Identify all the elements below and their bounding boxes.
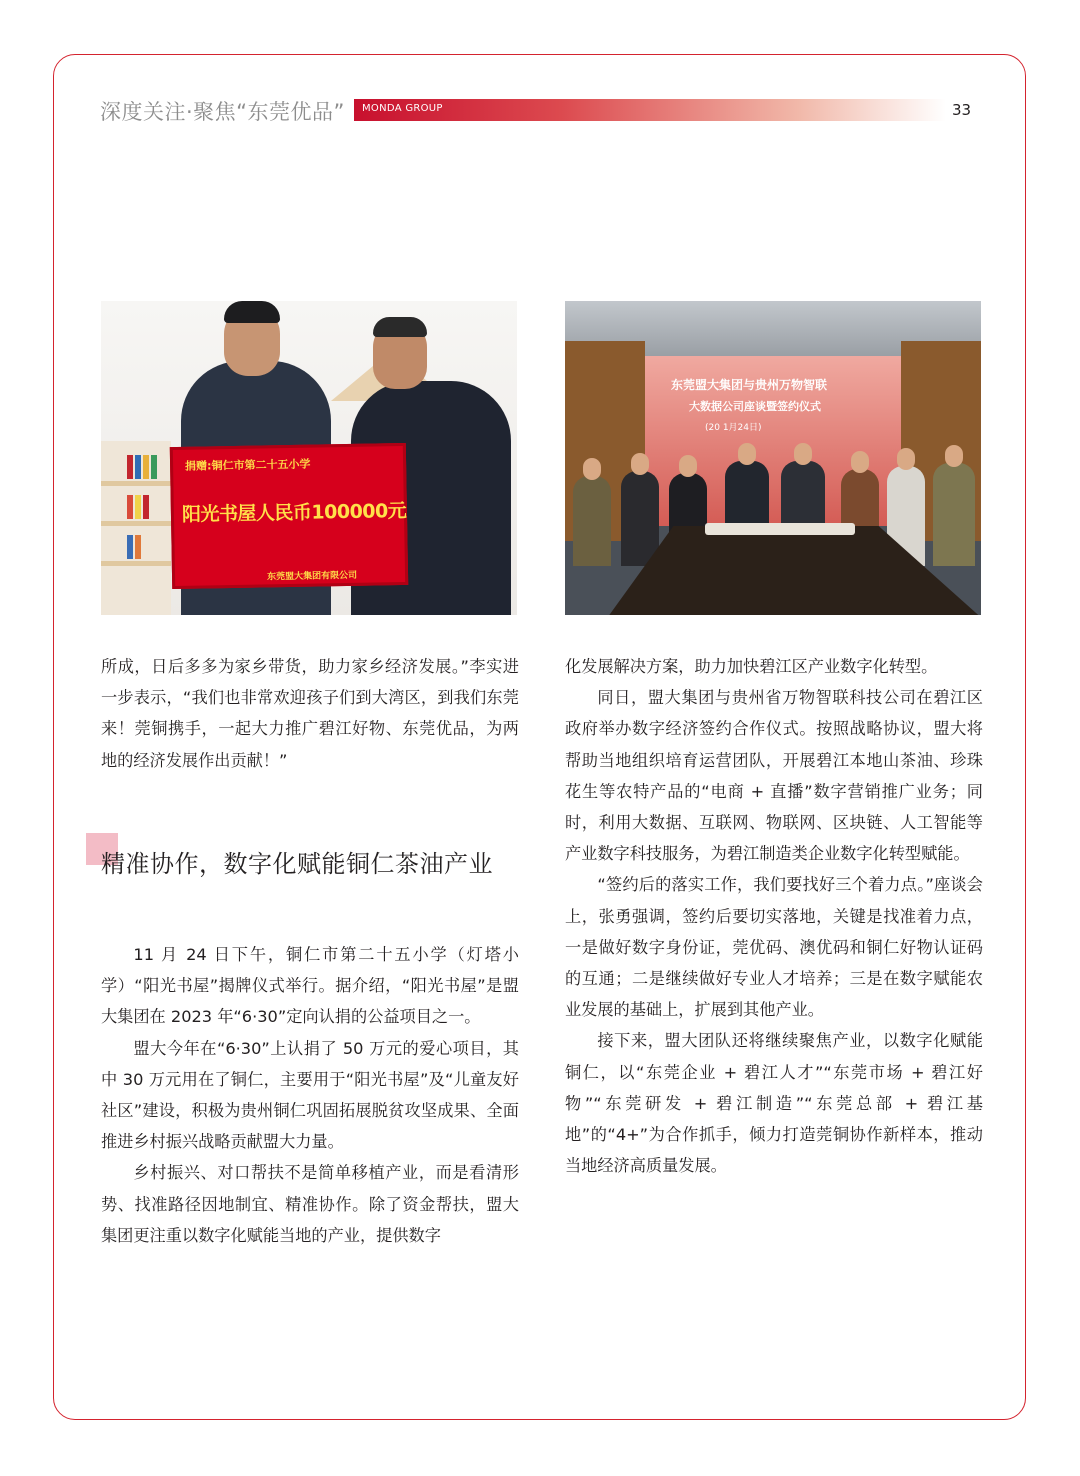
book xyxy=(135,455,141,479)
left-column-intro xyxy=(101,651,519,776)
person-right-hair xyxy=(373,317,427,337)
left-column-body xyxy=(101,939,519,1251)
book xyxy=(127,495,133,519)
attendee-head xyxy=(679,455,697,477)
book xyxy=(143,455,149,479)
person-left-hair xyxy=(224,301,280,323)
paragraph: 盟大今年在“6·30”上认捐了 50 万元的爱心项目，其中 30 万元用在了铜仁，主要用于“阳光书屋”及“儿童友好社区”建设，积极为贵州铜仁巩固拓展脱贫攻坚成果、全面推进乡村振兴战略贡献盟大力量。 xyxy=(101,1038,519,1152)
screen-title-line1: 东莞盟大集团与贵州万物智联 xyxy=(671,378,828,392)
donation-photo xyxy=(101,301,517,615)
paragraph: 同日，盟大集团与贵州省万物智联科技公司在碧江区政府举办数字经济签约合作仪式。按照战略协议，盟大将帮助当地组织培育运营团队，开展碧江本地山茶油、珍珠花生等农特产品的“电商 + 直播”数字营销推广业务；同时，利用大数据、互联网、物联网、区块链、人工智能等产业数字科技服务，为碧江制造类企业数字化转型赋能。 xyxy=(565,688,983,864)
attendee-head xyxy=(945,445,963,467)
book xyxy=(135,495,141,519)
book xyxy=(143,495,149,519)
paragraph: 乡村振兴、对口帮扶不是简单移植产业，而是看清形势、找准路径因地制宜、精准协作。除了资金帮扶，盟大集团更注重以数字化赋能当地的产业，提供数字 xyxy=(101,1163,519,1245)
attendee-head xyxy=(851,451,869,473)
paragraph: 接下来，盟大团队还将继续聚焦产业，以数字化赋能铜仁，以“东莞企业 + 碧江人才”“东莞市场 + 碧江好物”“东莞研发 + 碧江制造”“东莞总部 + 碧江基地”的“4+”为合作抓手，倾力打造莞铜协作新样本，推动当地经济高质量发展。 xyxy=(565,1031,983,1176)
shelf-board xyxy=(101,481,171,486)
attendee-head xyxy=(583,458,601,480)
book xyxy=(135,535,141,559)
board-amount: 阳光书屋人民币100000元 xyxy=(181,499,407,526)
screen-date: (20 1月24日) xyxy=(705,423,762,433)
board-recipient: 捐赠:铜仁市第二十五小学 xyxy=(185,457,311,473)
board-donor: 东莞盟大集团有限公司 xyxy=(266,570,358,583)
attendee-head xyxy=(897,448,915,470)
page-number: 33 xyxy=(952,101,972,119)
attendee-head xyxy=(794,443,812,465)
shelf-board xyxy=(101,521,171,526)
paragraph: 所成，日后多多为家乡带货，助力家乡经济发展。”李实进一步表示，“我们也非常欢迎孩子们到大湾区，到我们东莞来！莞铜携手，一起大力推广碧江好物、东莞优品，为两地的经济发展作出贡献！” xyxy=(101,657,519,770)
signing-ceremony-photo xyxy=(565,301,981,615)
attendee xyxy=(621,471,659,566)
shelf-board xyxy=(101,561,171,566)
bookshelf xyxy=(101,441,171,615)
screen-title-line2: 大数据公司座谈暨签约仪式 xyxy=(689,400,821,413)
donation-board xyxy=(170,443,408,589)
attendee-head xyxy=(631,453,649,475)
right-column-body xyxy=(565,651,983,1181)
signing-desk xyxy=(705,523,855,535)
brand-label: MONDA GROUP xyxy=(362,103,443,114)
book xyxy=(127,535,133,559)
section-heading: 精准协作，数字化赋能铜仁茶油产业 xyxy=(101,850,493,878)
attendee xyxy=(933,463,975,566)
attendee-head xyxy=(738,443,756,465)
book xyxy=(151,455,157,479)
paragraph: 化发展解决方案，助力加快碧江区产业数字化转型。 xyxy=(565,657,938,676)
paragraph: 11 月 24 日下午，铜仁市第二十五小学（灯塔小学）“阳光书屋”揭牌仪式举行。据介绍，“阳光书屋”是盟大集团在 2023 年“6·30”定向认捐的公益项目之一。 xyxy=(101,945,519,1027)
attendee xyxy=(573,476,611,566)
section-title: 深度关注·聚焦“东莞优品” xyxy=(100,100,345,124)
brand-bar xyxy=(354,99,946,121)
paragraph: “签约后的落实工作，我们要找好三个着力点。”座谈会上，张勇强调，签约后要切实落地，关键是找准着力点，一是做好数字身份证，莞优码、澳优码和铜仁好物认证码的互通；二是继续做好专业人才培养；三是在数字赋能农业发展的基础上，扩展到其他产业。 xyxy=(565,875,983,1020)
book xyxy=(127,455,133,479)
